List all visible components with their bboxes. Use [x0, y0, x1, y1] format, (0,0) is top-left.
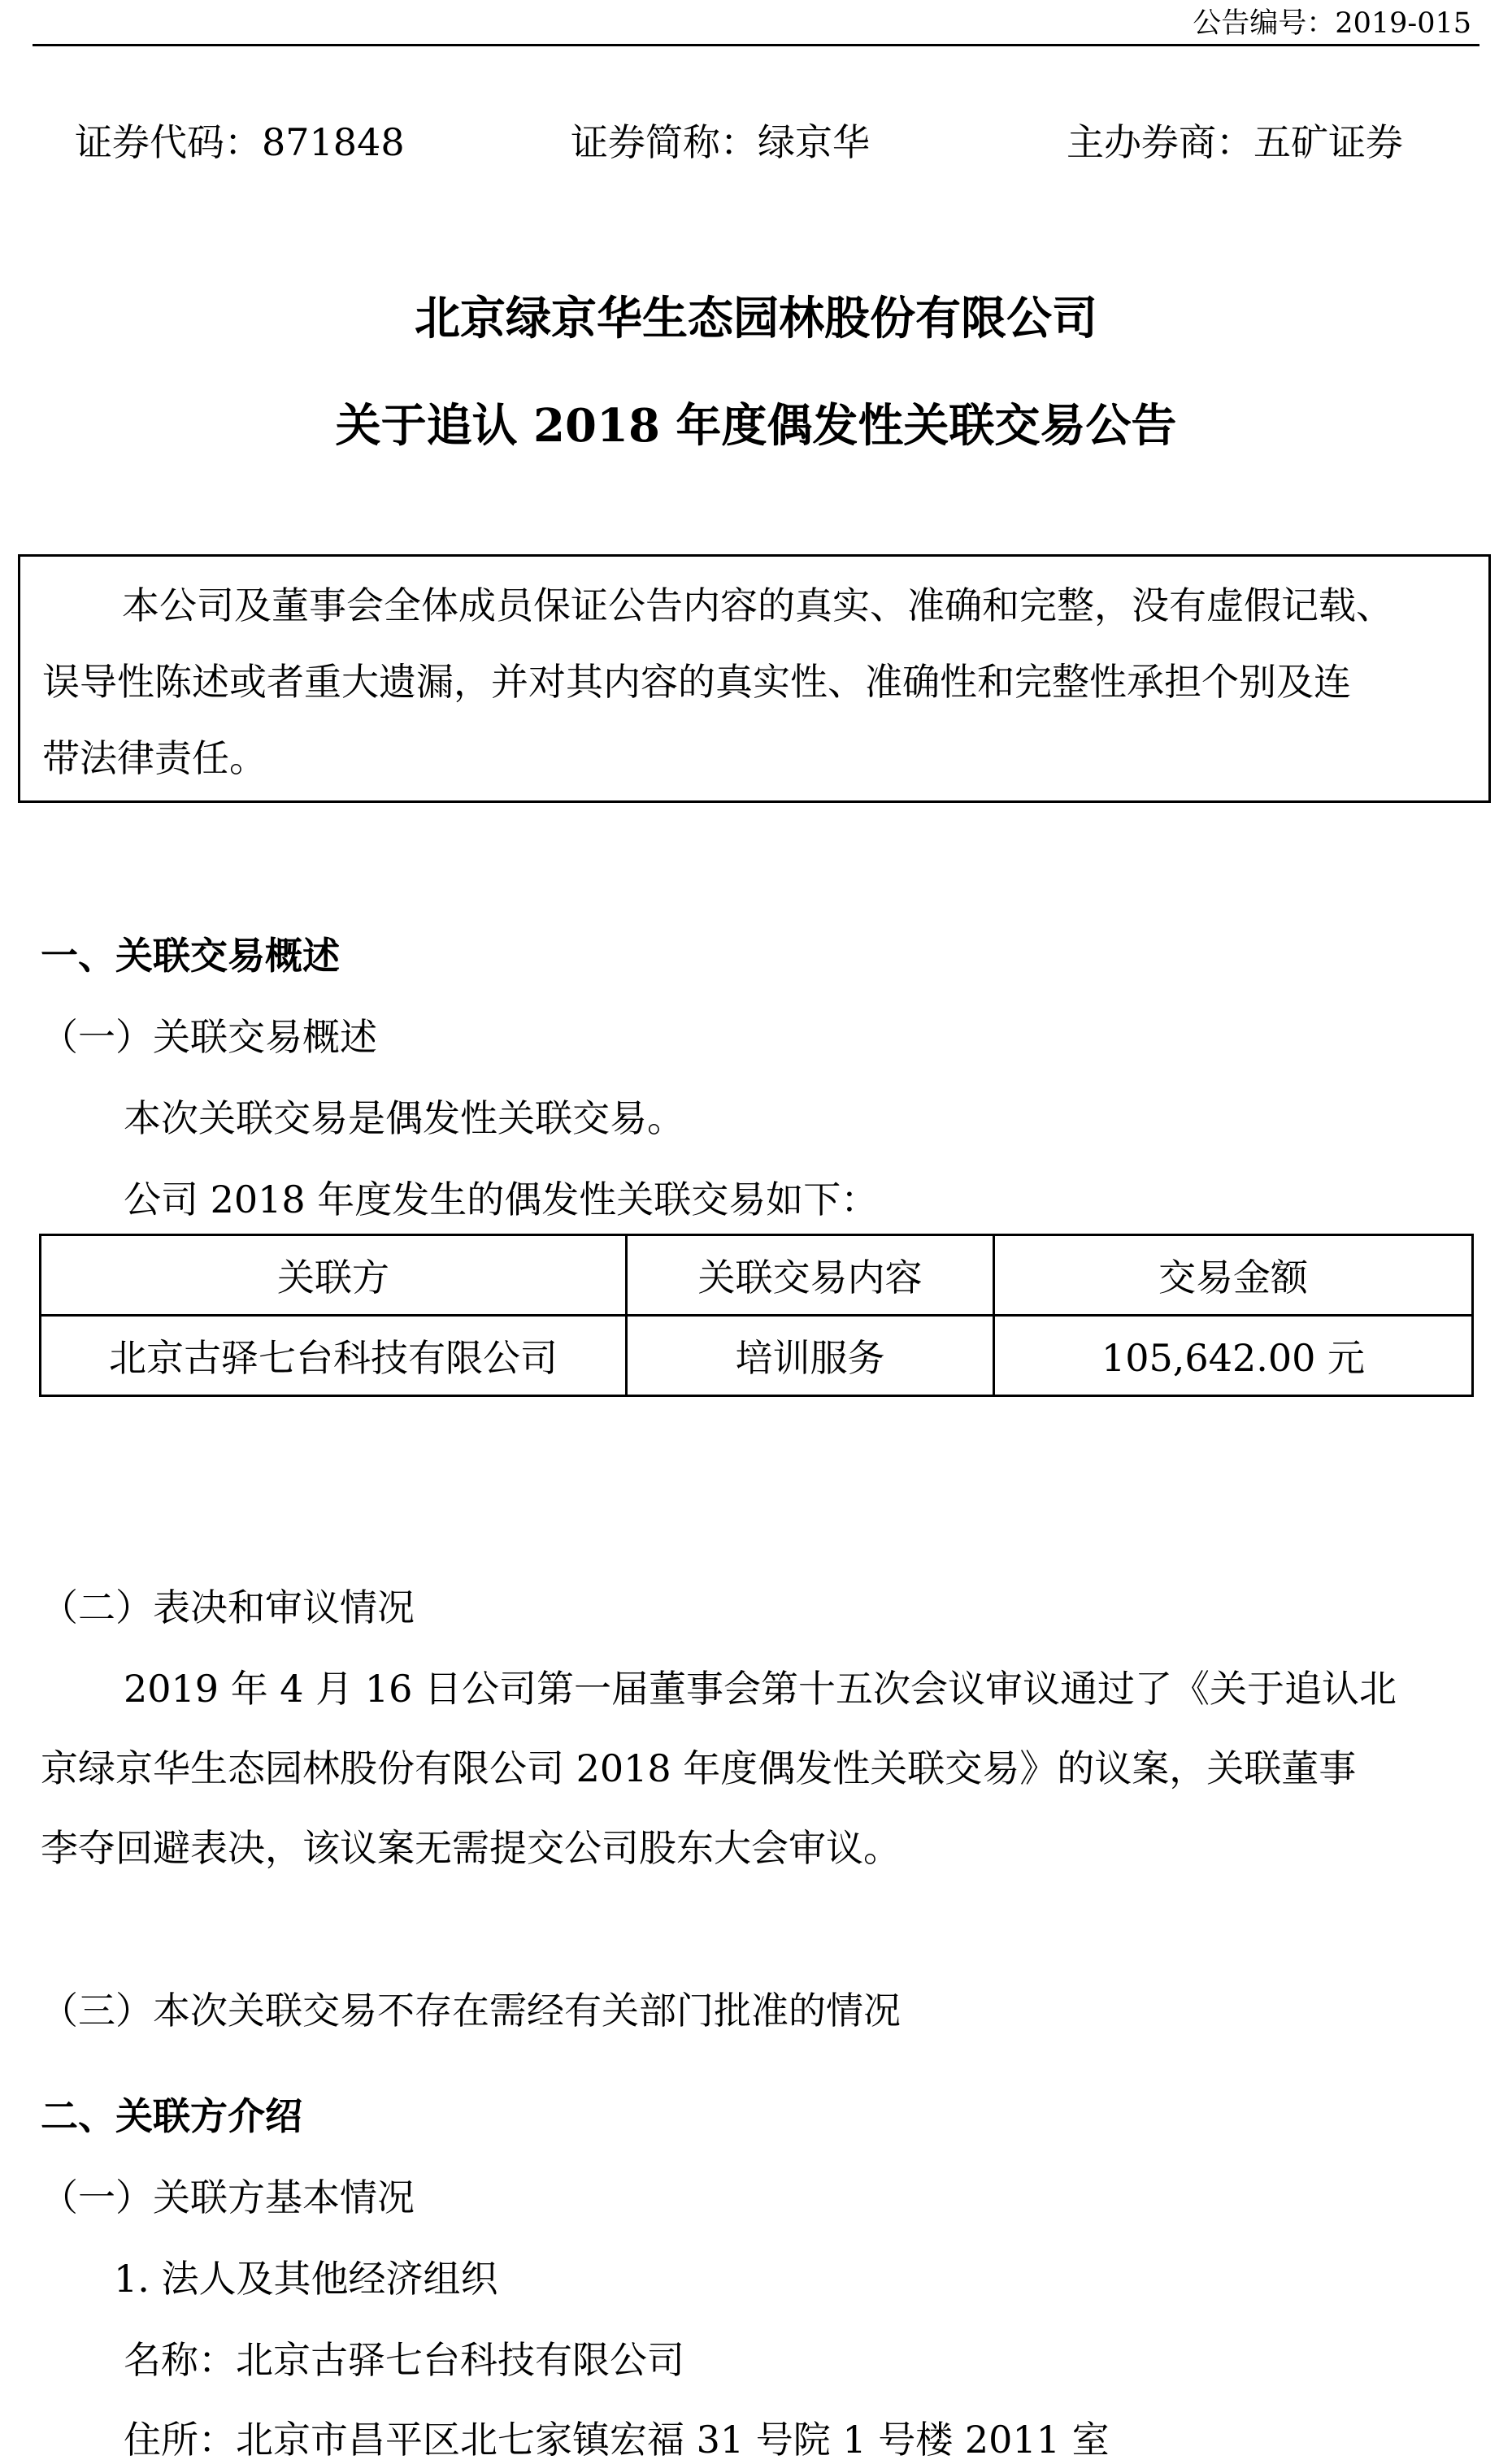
table-header-cell: 关联交易内容: [627, 1235, 994, 1316]
table-row: [41, 1316, 1473, 1396]
board-guarantee-notice: [18, 554, 1491, 803]
subsection-heading-voting: （二）表决和审议情况: [41, 1586, 415, 1629]
notice-line: 本公司及董事会全体成员保证公告内容的真实、准确和完整，没有虚假记载、: [122, 583, 1393, 627]
list-item-legal-entity: 1. 法人及其他经济组织: [114, 2257, 498, 2301]
table-cell-content: 培训服务: [627, 1316, 994, 1396]
paragraph-occasional-transaction: 本次关联交易是偶发性关联交易。: [124, 1096, 684, 1140]
notice-line: 误导性陈述或者重大遗漏，并对其内容的真实性、准确性和完整性承担个别及连: [42, 660, 1351, 704]
document-title-subject: 关于追认 2018 年度偶发性关联交易公告: [335, 399, 1177, 453]
subsection-heading-approval: （三）本次关联交易不存在需经有关部门批准的情况: [41, 1989, 901, 2032]
subsection-heading-overview: （一）关联交易概述: [41, 1015, 377, 1059]
securities-short-name: 证券简称：绿京华: [571, 120, 870, 164]
paragraph-voting-line: 李夺回避表决，该议案无需提交公司股东大会审议。: [41, 1826, 901, 1870]
sponsor-broker: 主办券商：五矿证券: [1067, 120, 1403, 164]
table-cell-amount: 105,642.00 元: [994, 1316, 1473, 1396]
related-transaction-table: [39, 1234, 1474, 1397]
table-header-cell: 交易金额: [994, 1235, 1473, 1316]
table-header-row: [41, 1235, 1473, 1316]
announcement-number: 公告编号：2019-015: [1193, 7, 1471, 40]
section-heading-related-party: 二、关联方介绍: [41, 2094, 302, 2138]
notice-line: 带法律责任。: [42, 736, 267, 780]
paragraph-voting-line: 京绿京华生态园林股份有限公司 2018 年度偶发性关联交易》的议案，关联董事: [41, 1746, 1357, 1790]
paragraph-voting-line: 2019 年 4 月 16 日公司第一届董事会第十五次会议审议通过了《关于追认北: [124, 1667, 1397, 1711]
related-party-address: 住所：北京市昌平区北七家镇宏福 31 号院 1 号楼 2011 室: [124, 2418, 1110, 2462]
section-heading-overview: 一、关联交易概述: [41, 934, 340, 978]
paragraph-transaction-intro: 公司 2018 年度发生的偶发性关联交易如下：: [124, 1178, 879, 1221]
related-party-name: 名称：北京古驿七台科技有限公司: [124, 2338, 684, 2382]
subsection-heading-basic-info: （一）关联方基本情况: [41, 2176, 415, 2219]
securities-code: 证券代码：871848: [75, 120, 405, 164]
table-cell-related-party: 北京古驿七台科技有限公司: [41, 1316, 627, 1396]
document-title-company: 北京绿京华生态园林股份有限公司: [415, 292, 1097, 345]
table-header-cell: 关联方: [41, 1235, 627, 1316]
header-divider: [33, 44, 1479, 46]
